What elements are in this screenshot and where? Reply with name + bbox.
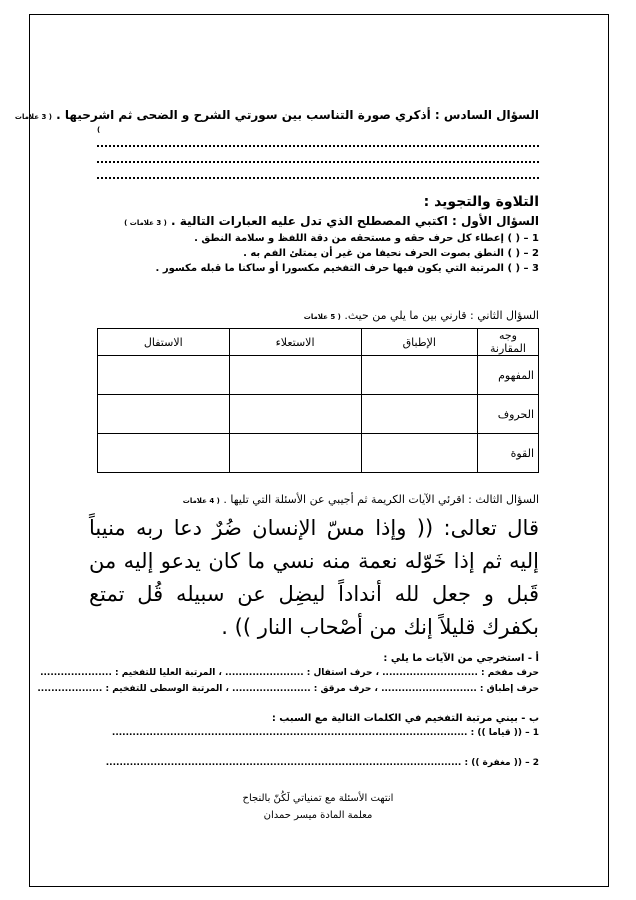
q1-marks: ( 3 علامات ) (124, 219, 167, 227)
q1-item: 3 – ( ) المرتبة التي يكون فيها حرف التفخيم مكسورا أو ساكنا ما قبله مكسور . (155, 263, 539, 274)
answer-cell[interactable] (229, 434, 361, 473)
table-header: الاستعلاء (229, 329, 361, 356)
table-header-row (98, 329, 539, 356)
q3-title-text: السؤال الثالث : اقرئي الآيات الكريمة ثم أجيبي عن الأسئلة التي تليها . (223, 493, 539, 506)
q2-title (304, 309, 539, 322)
answer-cell[interactable] (229, 356, 361, 395)
part-a-line: حرف مفخم : ............................ ، حرف استفال : ....................... ، المرتبة العليا للتفخيم : ..................... (40, 668, 539, 678)
row-label: الحروف (478, 395, 539, 434)
row-label: القوة (478, 434, 539, 473)
answer-line (97, 177, 539, 179)
q3-title (183, 493, 539, 506)
answer-cell[interactable] (361, 434, 477, 473)
q1-item: 1 – ( ) إعطاء كل حرف حقه و مستحقه من دقة اللفظ و سلامة النطق . (194, 233, 539, 244)
q2-title-text: السؤال الثاني : قارني بين ما يلي من حيث. (344, 309, 539, 322)
q1-item: 2 – ( ) النطق بصوت الحرف نحيفا من غير أن يمتلئ الفم به . (243, 248, 539, 259)
answer-cell[interactable] (361, 356, 477, 395)
q6-title (15, 108, 539, 122)
comparison-table (97, 328, 539, 473)
teacher-signature: معلمة المادة ميسر حمدان (263, 810, 373, 821)
q1-title-text: السؤال الأول : اكتبي المصطلح الذي تدل عليه العبارات التالية . (171, 214, 539, 228)
answer-cell[interactable] (229, 395, 361, 434)
part-b-item: 2 – (( مغفرة )) : ........................................................................................................ (105, 758, 539, 768)
part-a-title: أ - استخرجي من الآيات ما يلي : (383, 653, 539, 664)
answer-cell[interactable] (361, 395, 477, 434)
answer-line (97, 161, 539, 163)
section-heading: التلاوة والتجويد : (423, 194, 539, 210)
answer-line (97, 145, 539, 147)
table-row (98, 395, 539, 434)
table-header: الاستفال (98, 329, 230, 356)
q6-marks-close: ) (97, 126, 101, 134)
closing-line: انتهت الأسئلة مع تمنياتي لَكُنّ بالنجاح (242, 793, 394, 804)
table-row (98, 434, 539, 473)
q1-title (124, 214, 539, 228)
q3-marks: ( 4 علامات (182, 497, 220, 505)
table-header: الإطباق (361, 329, 477, 356)
q6-title-text: السؤال السادس : أذكري صورة التناسب بين سورتي الشرح و الضحى ثم اشرحيها . (56, 108, 539, 122)
table-header: وجه المقارنة (478, 329, 539, 356)
part-b-item: 1 – (( قياما )) : ........................................................................................................ (111, 728, 539, 738)
q2-marks: ( 5 علامات (303, 313, 341, 321)
part-b-title: ب - بيني مرتبة التفخيم في الكلمات التالية مع السبب : (271, 713, 539, 724)
table-row (98, 356, 539, 395)
answer-cell[interactable] (98, 395, 230, 434)
q6-marks: ( 3 علامات (14, 113, 52, 121)
quran-verse: قال تعالى: (( وإذا مسّ الإنسان ضُرٌ دعا ربه منيباً إليه ثم إذا خَوّله نعمة منه نسي ما كان يدعو إليه من قَبل و جعل لله أنداداً ليضِل عن سبيله قُل تمتع بكفرك قليلاً إنك من أصْحاب النار )) . (89, 516, 539, 639)
answer-cell[interactable] (98, 434, 230, 473)
answer-cell[interactable] (98, 356, 230, 395)
part-a-line: حرف إطباق : ............................ ، حرف مرقق : ....................... ، المرتبة الوسطى للتفخيم : ................... (37, 684, 539, 694)
row-label: المفهوم (478, 356, 539, 395)
